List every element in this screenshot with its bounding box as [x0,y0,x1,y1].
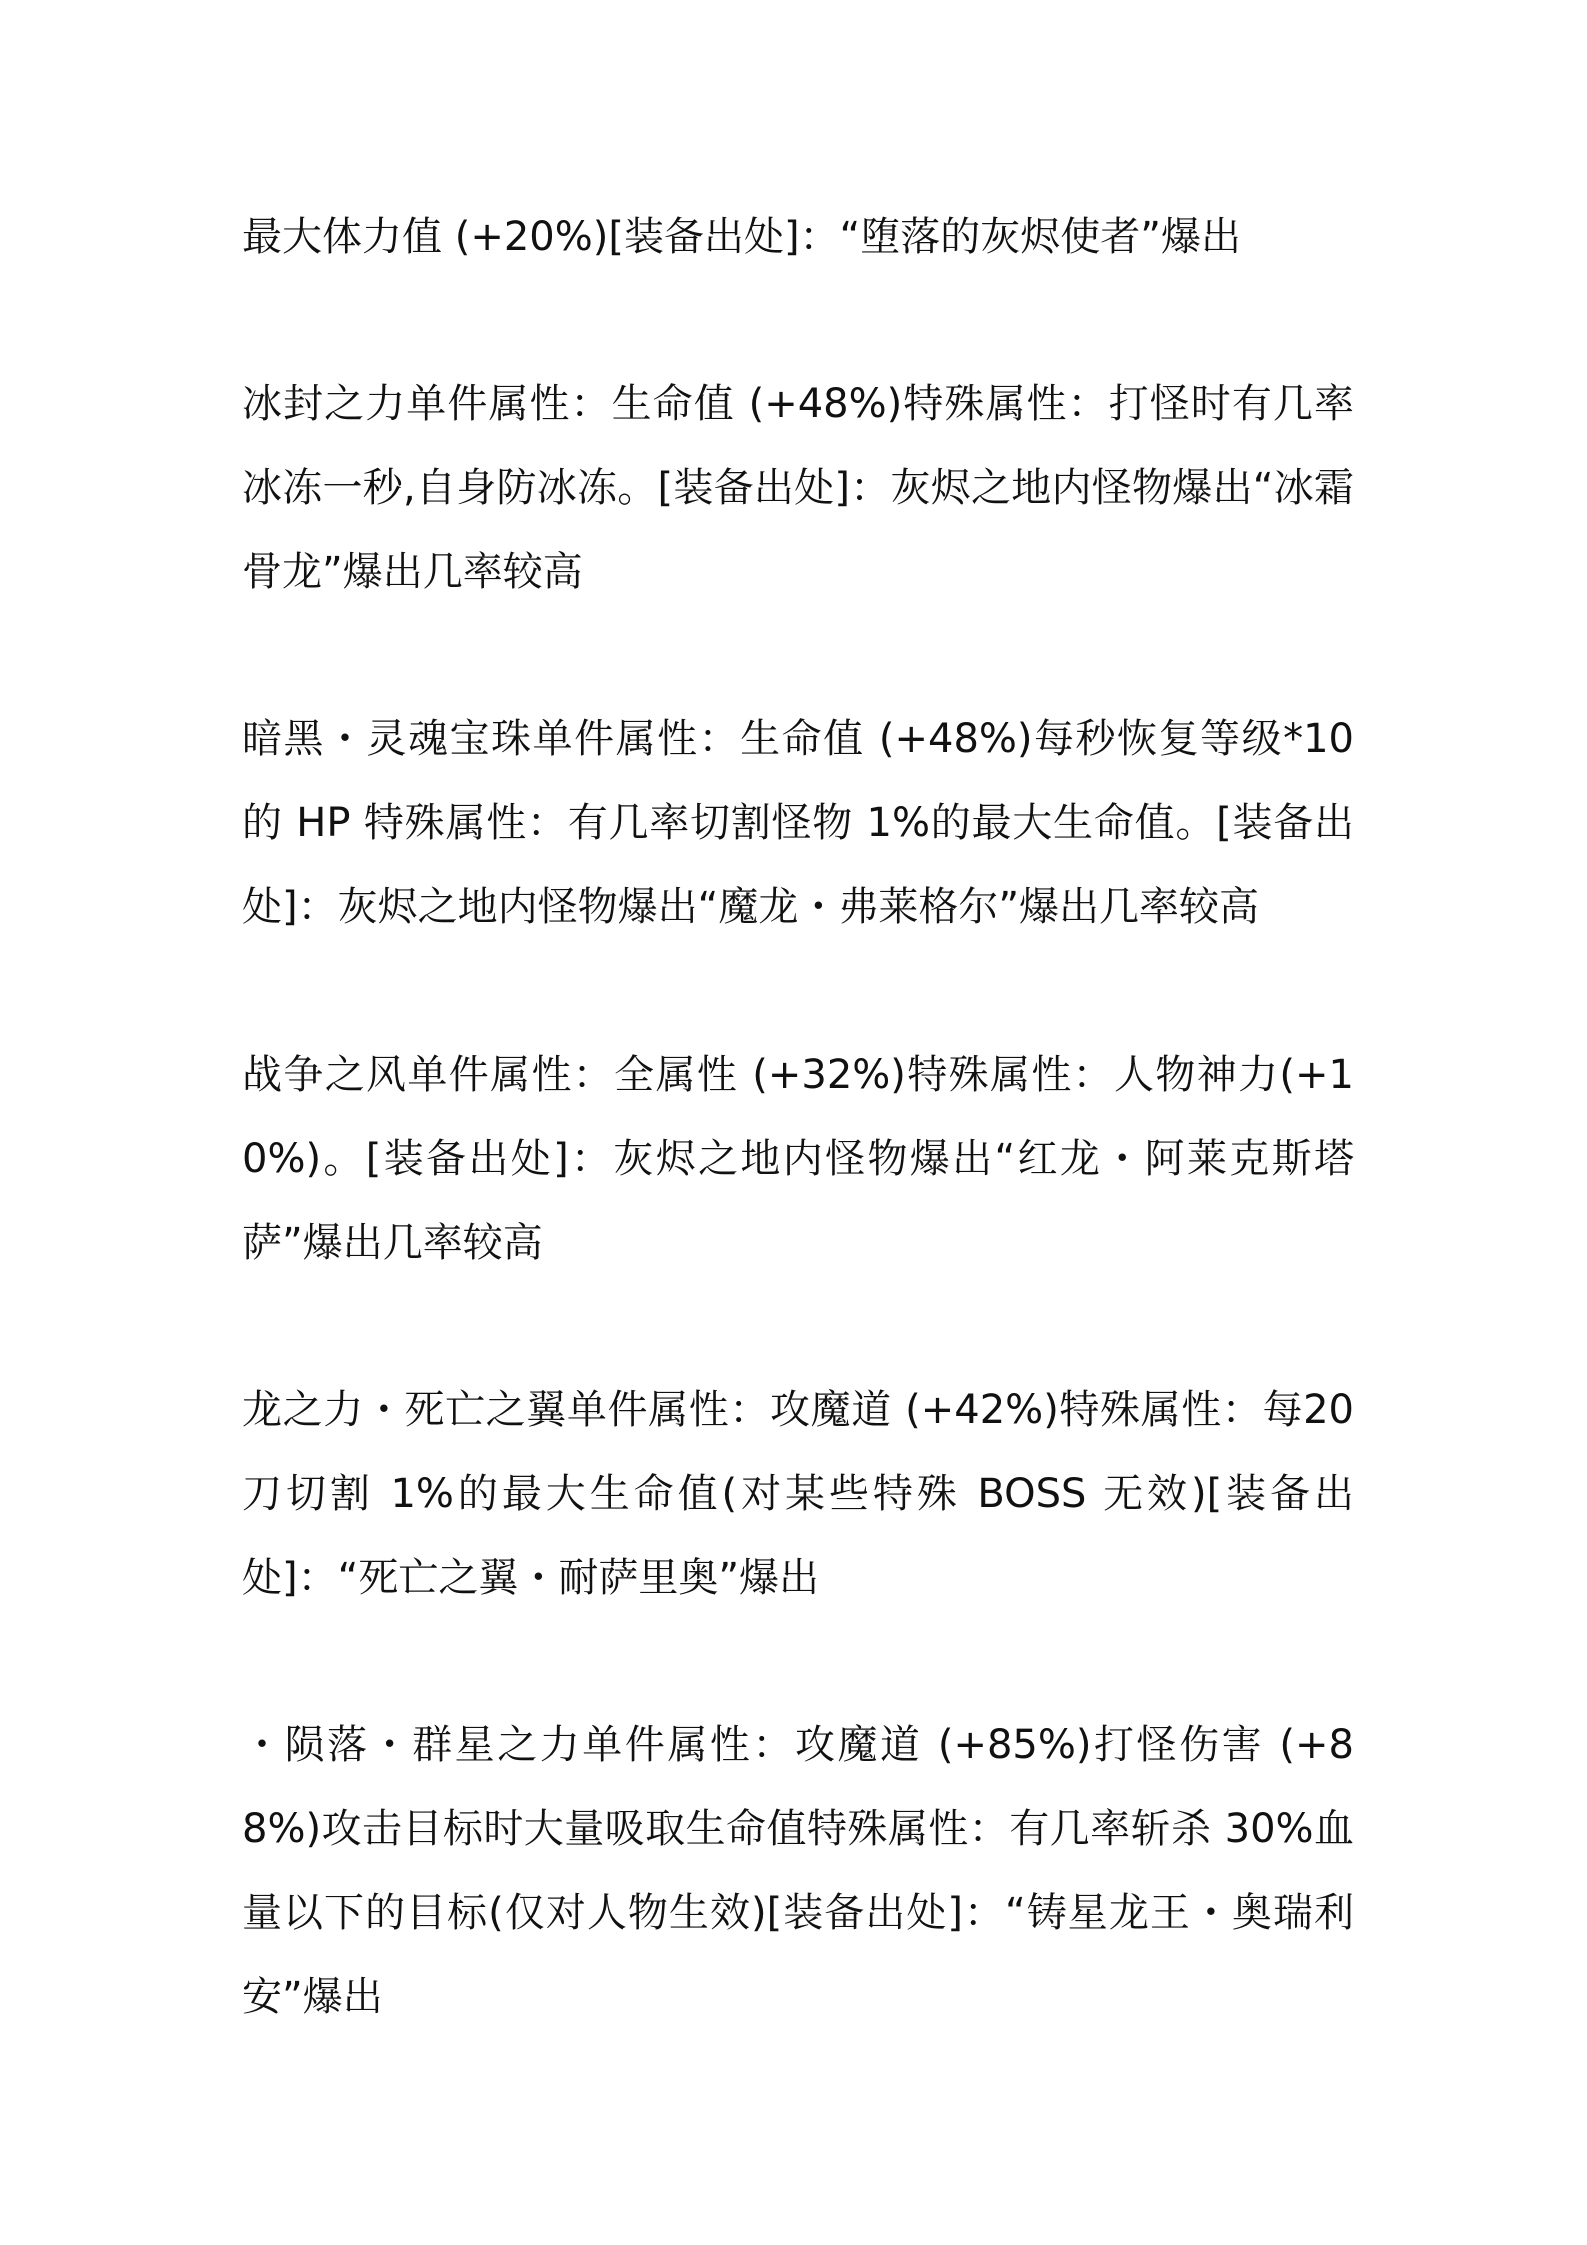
paragraph-ice-power: 冰封之力单件属性：生命值 (+48%)特殊属性：打怪时有几率冰冻一秒,自身防冰冻。[装备出处]：灰烬之地内怪物爆出“冰霜骨龙”爆出几率较高 [242,381,1354,595]
paragraph-dragon-power-deathwing: 龙之力・死亡之翼单件属性：攻魔道 (+42%)特殊属性：每20 刀切割 1%的最大生命值(对某些特殊 BOSS 无效)[装备出处]：“死亡之翼・耐萨里奥”爆出 [242,1387,1354,1601]
paragraph-max-stamina: 最大体力值 (+20%)[装备出处]：“堕落的灰烬使者”爆出 [242,214,1242,260]
paragraph-wind-of-war: 战争之风单件属性：全属性 (+32%)特殊属性：人物神力(+10%)。[装备出处]：灰烬之地内怪物爆出“红龙・阿莱克斯塔萨”爆出几率较高 [242,1052,1354,1266]
paragraph-dark-soul-orb: 暗黑・灵魂宝珠单件属性：生命值 (+48%)每秒恢复等级*10的 HP 特殊属性：有几率切割怪物 1%的最大生命值。[装备出处]：灰烬之地内怪物爆出“魔龙・弗莱格尔”爆出几率较高 [242,716,1354,930]
paragraph-fallen-stars-power: ・陨落・群星之力单件属性：攻魔道 (+85%)打怪伤害 (+88%)攻击目标时大量吸取生命值特殊属性：有几率斩杀 30%血量以下的目标(仅对人物生效)[装备出处]：“铸星龙王・奥瑞利安”爆出 [242,1722,1354,2020]
